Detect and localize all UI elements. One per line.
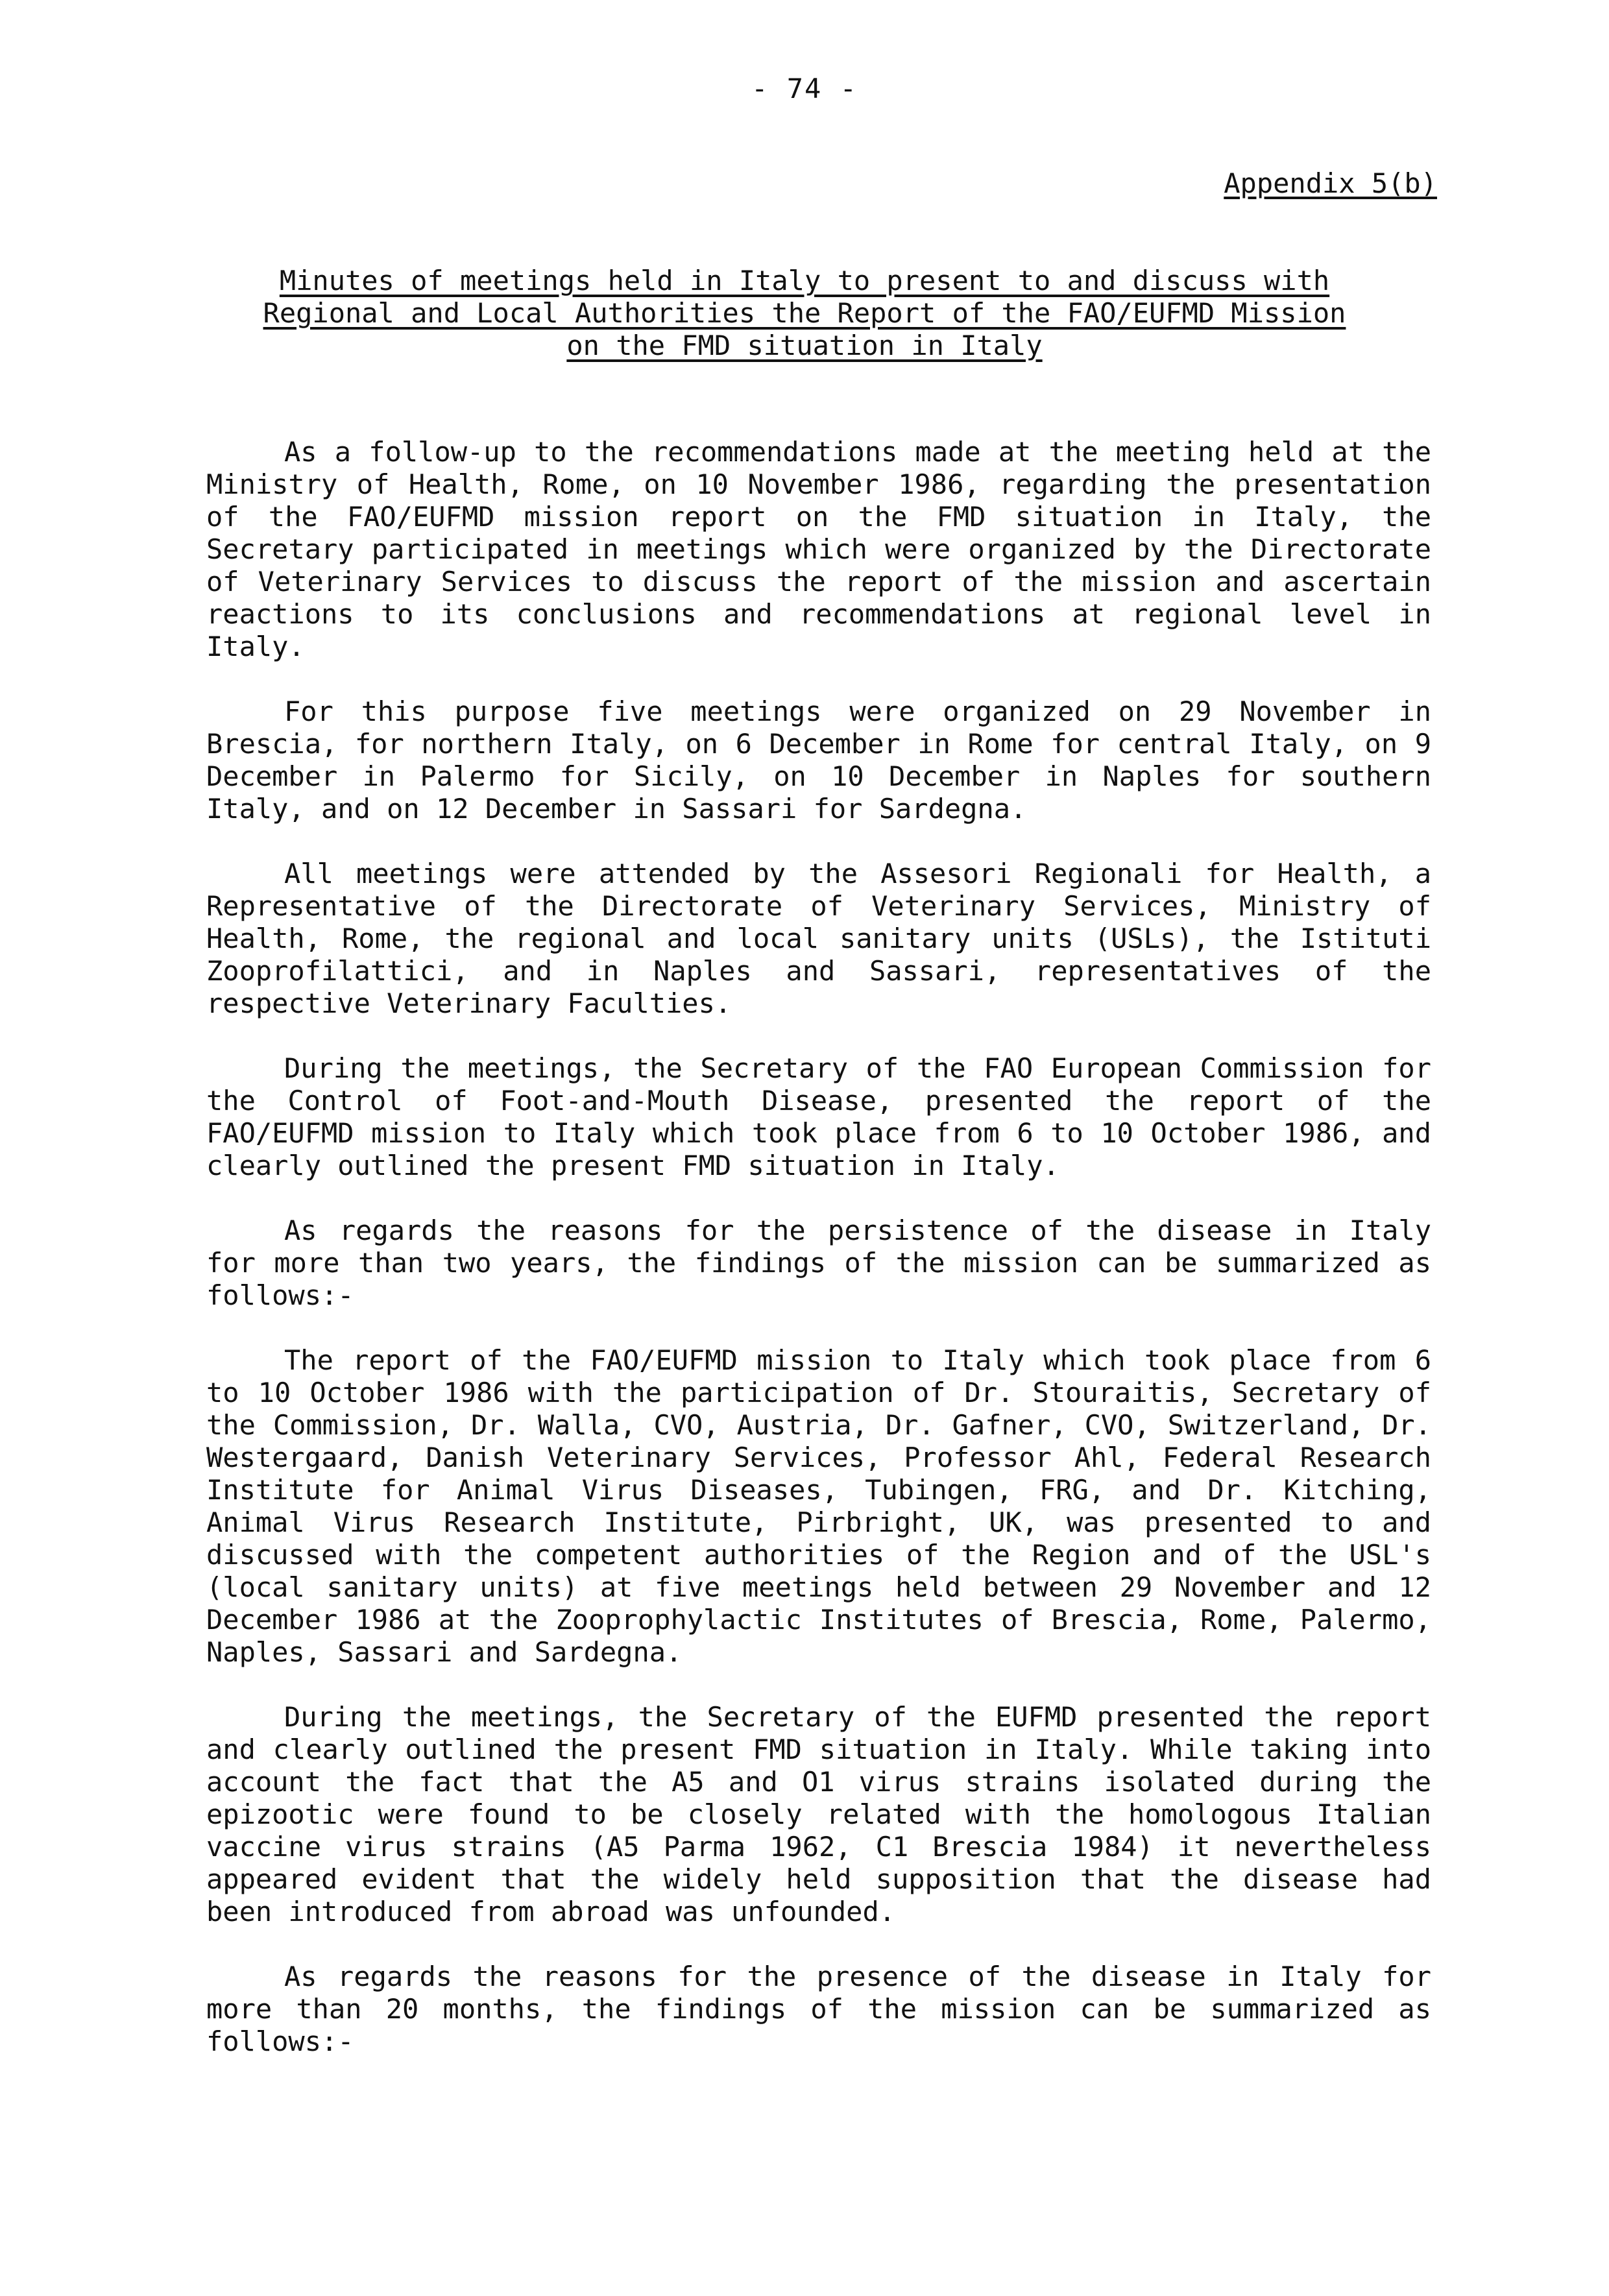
appendix-label: Appendix 5(b): [1224, 167, 1437, 199]
paragraph: During the meetings, the Secretary of the EUFMD presented the report and clearly outlined the present FMD situation in Italy. While taking into account the fact that the A5 and O1 virus strains isolated during the epizootic were found to be closely related with the homologous Italian vaccine virus strains (A5 Parma 1962, C1 Brescia 1984) it nevertheless appeared evident that the widely held supposition that the disease had been introduced from abroad was unfounded.: [206, 1701, 1431, 1927]
paragraph: The report of the FAO/EUFMD mission to Italy which took place from 6 to 10 October 1986 with the participation of Dr. Stouraitis, Secretary of the Commission, Dr. Walla, CVO, Austria, Dr. Gafner, CVO, Switzerland, Dr. Westergaard, Danish Veterinary Services, Professor Ahl, Federal Research Institute for Animal Virus Diseases, Tubingen, FRG, and Dr. Kitching, Animal Virus Research Institute, Pirbright, UK, was presented to and discussed with the competent authorities of the Region and of the USL's (local sanitary units) at five meetings held between 29 November and 12 December 1986 at the Zooprophylactic Institutes of Brescia, Rome, Palermo, Naples, Sassari and Sardegna.: [206, 1344, 1431, 1668]
title-line: Regional and Local Authorities the Report of the FAO/EUFMD Mission: [263, 297, 1346, 329]
paragraph: For this purpose five meetings were organized on 29 November in Brescia, for northern Italy, on 6 December in Rome for central Italy, on 9 December in Palermo for Sicily, on 10 December in Naples for southern Italy, and on 12 December in Sassari for Sardegna.: [206, 695, 1431, 825]
paragraph: As a follow-up to the recommendations made at the meeting held at the Ministry of Health, Rome, on 10 November 1986, regarding the presentation of the FAO/EUFMD mission report on the FMD situation in Italy, the Secretary participated in meetings which were organized by the Directorate of Veterinary Services to discuss the report of the mission and ascertain reactions to its conclusions and recommendations at regional level in Italy.: [206, 436, 1431, 662]
page-number: - 74 -: [751, 73, 858, 104]
paragraph: During the meetings, the Secretary of the FAO European Commission for the Control of Foot-and-Mouth Disease, presented the report of the FAO/EUFMD mission to Italy which took place from 6 to 10 October 1986, and clearly outlined the present FMD situation in Italy.: [206, 1052, 1431, 1181]
document-title: [195, 265, 1414, 362]
paragraph: All meetings were attended by the Assesori Regionali for Health, a Representative of the Directorate of Veterinary Services, Ministry of Health, Rome, the regional and local sanitary units (USLs), the Istituti Zooprofilattici, and in Naples and Sassari, representatives of the respective Veterinary Faculties.: [206, 858, 1431, 1019]
paragraph: As regards the reasons for the persistence of the disease in Italy for more than two years, the findings of the mission can be summarized as follows:-: [206, 1214, 1431, 1311]
document-body: [206, 436, 1431, 2058]
title-line: on the FMD situation in Italy: [566, 330, 1043, 361]
title-line: Minutes of meetings held in Italy to present to and discuss with: [279, 265, 1330, 296]
paragraph: As regards the reasons for the presence of the disease in Italy for more than 20 months, the findings of the mission can be summarized as follows:-: [206, 1961, 1431, 2057]
